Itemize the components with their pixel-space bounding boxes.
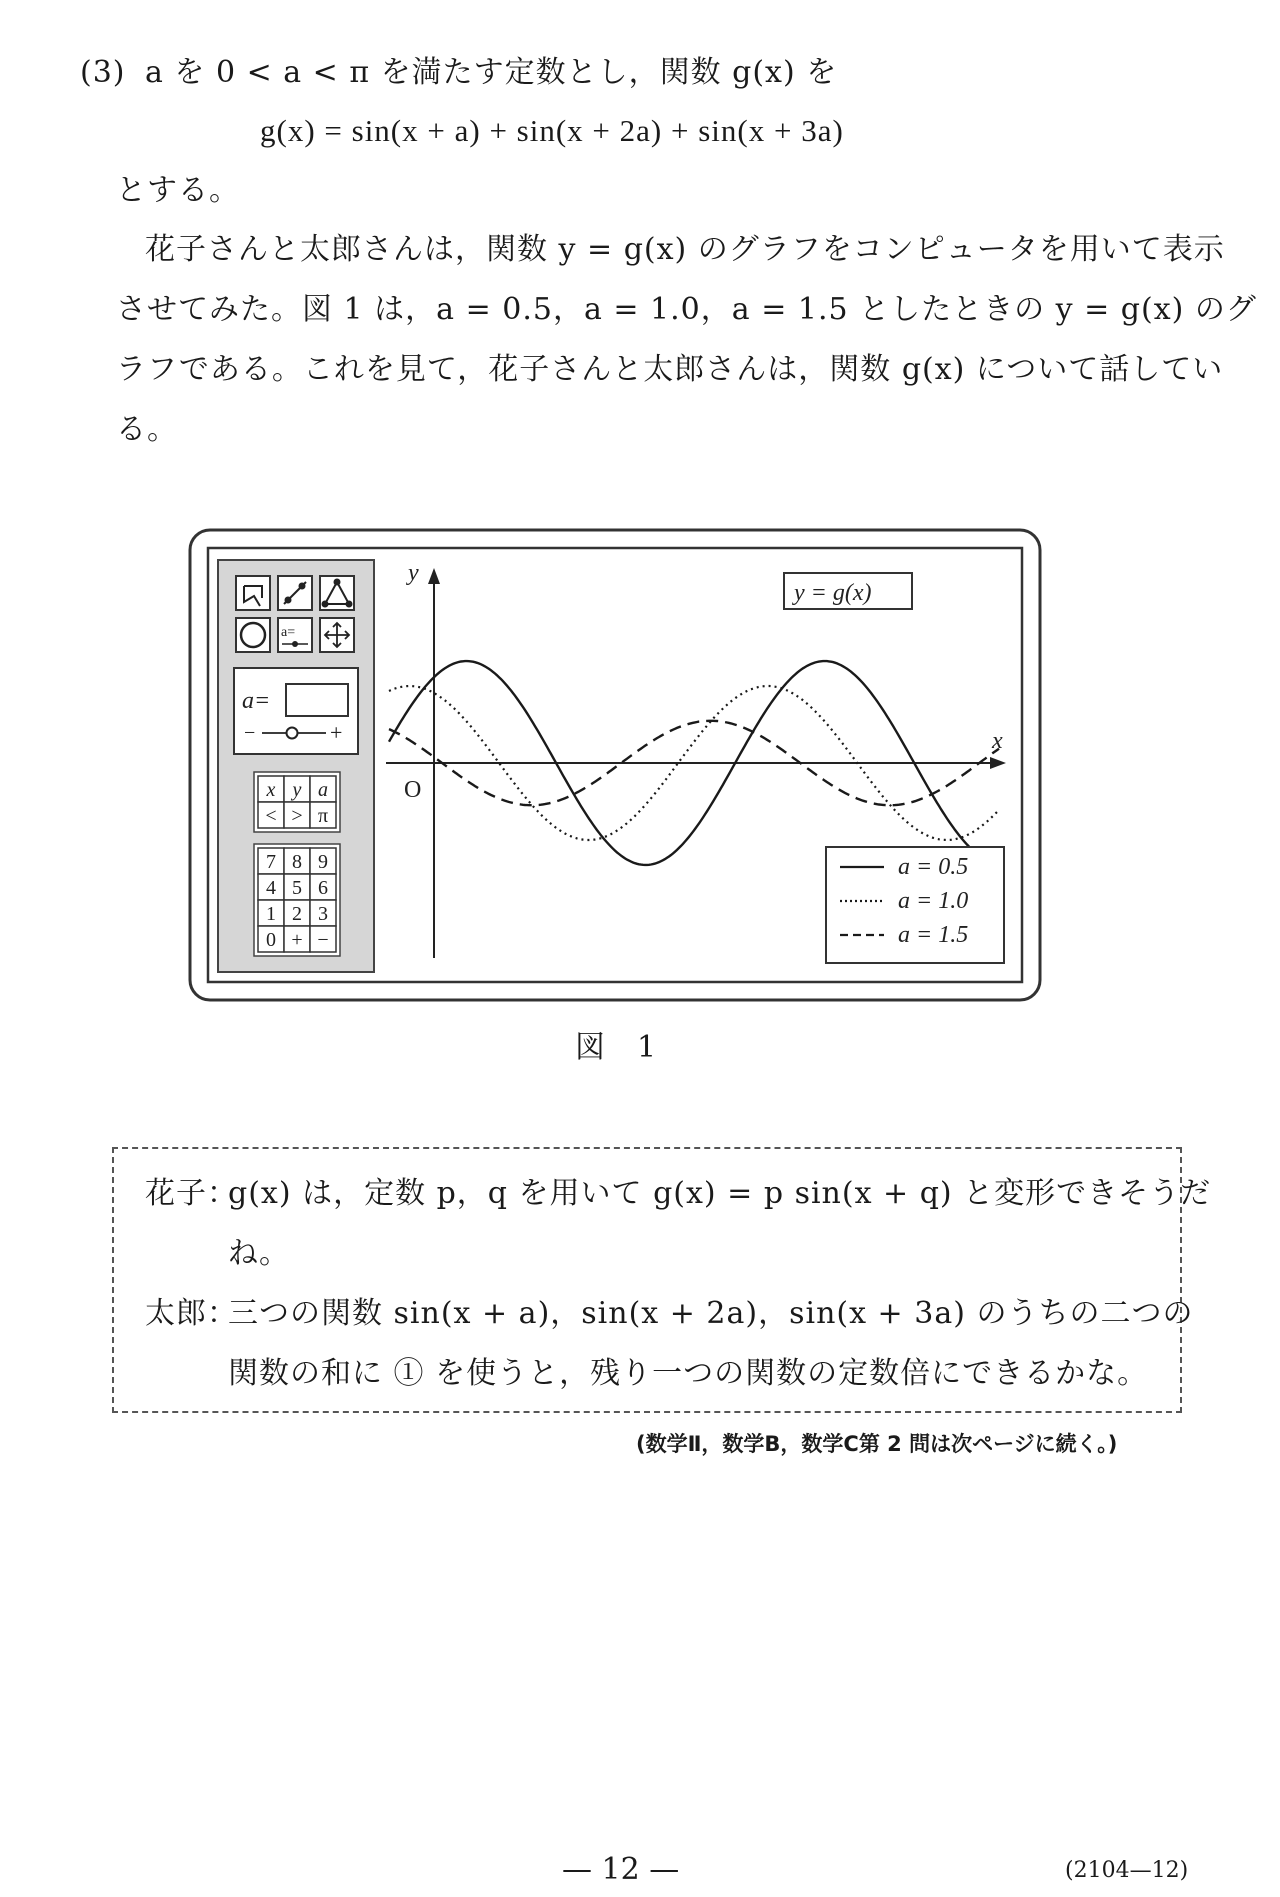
svg-text:4: 4 — [266, 877, 276, 899]
continue-note: (数学Ⅱ，数学B，数学C第 2 問は次ページに続く。) — [636, 1432, 1118, 1456]
keypad-num-key[interactable] — [258, 900, 284, 926]
svg-text:1: 1 — [266, 903, 276, 925]
slider-value-input[interactable] — [286, 684, 348, 716]
paragraph-line: る。 — [116, 412, 178, 447]
triangle-icon[interactable] — [320, 576, 354, 610]
keypad-num-key[interactable] — [284, 926, 310, 952]
move-icon[interactable] — [320, 618, 354, 652]
problem-intro: a を 0 < a < π を満たす定数とし，関数 g(x) を — [145, 55, 838, 90]
svg-text:9: 9 — [318, 851, 328, 873]
svg-text:7: 7 — [266, 851, 276, 873]
problem-formula: g(x) = sin(x + a) + sin(x + 2a) + sin(x + 3a) — [260, 113, 844, 148]
keypad-num-key[interactable] — [258, 926, 284, 952]
keypad-numbers — [254, 844, 340, 956]
keypad-num-key[interactable] — [284, 900, 310, 926]
dialog-speaker: 花子： — [145, 1176, 238, 1211]
svg-text:a=: a= — [281, 625, 296, 640]
origin-label: O — [404, 777, 422, 803]
exam-code: (2104—12) — [1065, 1858, 1189, 1883]
dialog-text: 関数の和に ① を使うと，残り一つの関数の定数倍にできるかな。 — [228, 1356, 1149, 1391]
legend-label: a = 1.5 — [898, 922, 969, 948]
slider-icon[interactable] — [278, 618, 312, 652]
svg-text:−: − — [317, 929, 329, 951]
legend — [826, 847, 1004, 963]
dialog-text: 三つの関数 sin(x + a)，sin(x + 2a)，sin(x + 3a) のうちの二つの — [228, 1296, 1194, 1331]
dialog-speaker: 太郎： — [145, 1296, 238, 1331]
svg-text:2: 2 — [292, 903, 302, 925]
keypad-num-key[interactable] — [258, 848, 284, 874]
keypad-var-key[interactable] — [310, 802, 336, 828]
select-icon[interactable] — [236, 576, 270, 610]
slider-plus[interactable]: + — [330, 720, 343, 745]
figure-caption: 図 1 — [575, 1030, 658, 1065]
keypad-var-key[interactable] — [284, 776, 310, 802]
svg-text:8: 8 — [292, 851, 302, 873]
slider-widget[interactable] — [234, 668, 358, 754]
svg-text:a: a — [318, 779, 328, 801]
svg-text:3: 3 — [318, 903, 328, 925]
keypad-num-key[interactable] — [310, 926, 336, 952]
svg-text:+: + — [291, 929, 303, 951]
svg-text:5: 5 — [292, 877, 302, 899]
page-number: — 12 — — [562, 1852, 680, 1887]
graph-title: y = g(x) — [794, 580, 872, 606]
paragraph-line: 花子さんと太郎さんは，関数 y = g(x) のグラフをコンピュータを用いて表示 — [145, 232, 1225, 267]
y-axis-label: y — [408, 560, 419, 586]
svg-text:y: y — [292, 779, 302, 801]
svg-text:<: < — [265, 805, 277, 827]
x-axis-label: x — [992, 728, 1003, 754]
paragraph-line: ラフである。これを見て，花子さんと太郎さんは，関数 g(x) について話してい — [116, 352, 1224, 387]
svg-text:0: 0 — [266, 929, 276, 951]
dialog-text: g(x) は，定数 p，q を用いて g(x) = p sin(x + q) と変形できそうだ — [228, 1176, 1212, 1211]
svg-text:x: x — [266, 779, 276, 801]
keypad-var-key[interactable] — [284, 802, 310, 828]
keypad-num-key[interactable] — [310, 874, 336, 900]
keypad-var-key[interactable] — [310, 776, 336, 802]
slider-minus[interactable]: − — [244, 722, 256, 744]
svg-text:6: 6 — [318, 877, 328, 899]
line-icon[interactable] — [278, 576, 312, 610]
problem-number: (3) — [80, 55, 126, 90]
slider-knob[interactable] — [287, 728, 298, 739]
keypad-num-key[interactable] — [310, 900, 336, 926]
circle-icon[interactable] — [236, 618, 270, 652]
slider-label: a= — [242, 688, 271, 714]
svg-text:π: π — [317, 805, 329, 827]
keypad-num-key[interactable] — [284, 848, 310, 874]
legend-label: a = 0.5 — [898, 854, 969, 880]
keypad-num-key[interactable] — [258, 874, 284, 900]
tool-panel — [218, 560, 374, 972]
paragraph-line: させてみた。図 1 は，a = 0.5，a = 1.0，a = 1.5 としたときの y = g(x) のグ — [116, 292, 1257, 327]
keypad-var-key[interactable] — [258, 802, 284, 828]
problem-suffix: とする。 — [116, 173, 240, 208]
svg-text:>: > — [291, 805, 303, 827]
keypad-variables — [254, 772, 340, 832]
dialog-text: ね。 — [228, 1236, 290, 1271]
keypad-var-key[interactable] — [258, 776, 284, 802]
keypad-num-key[interactable] — [284, 874, 310, 900]
legend-label: a = 1.0 — [898, 888, 969, 914]
keypad-num-key[interactable] — [310, 848, 336, 874]
